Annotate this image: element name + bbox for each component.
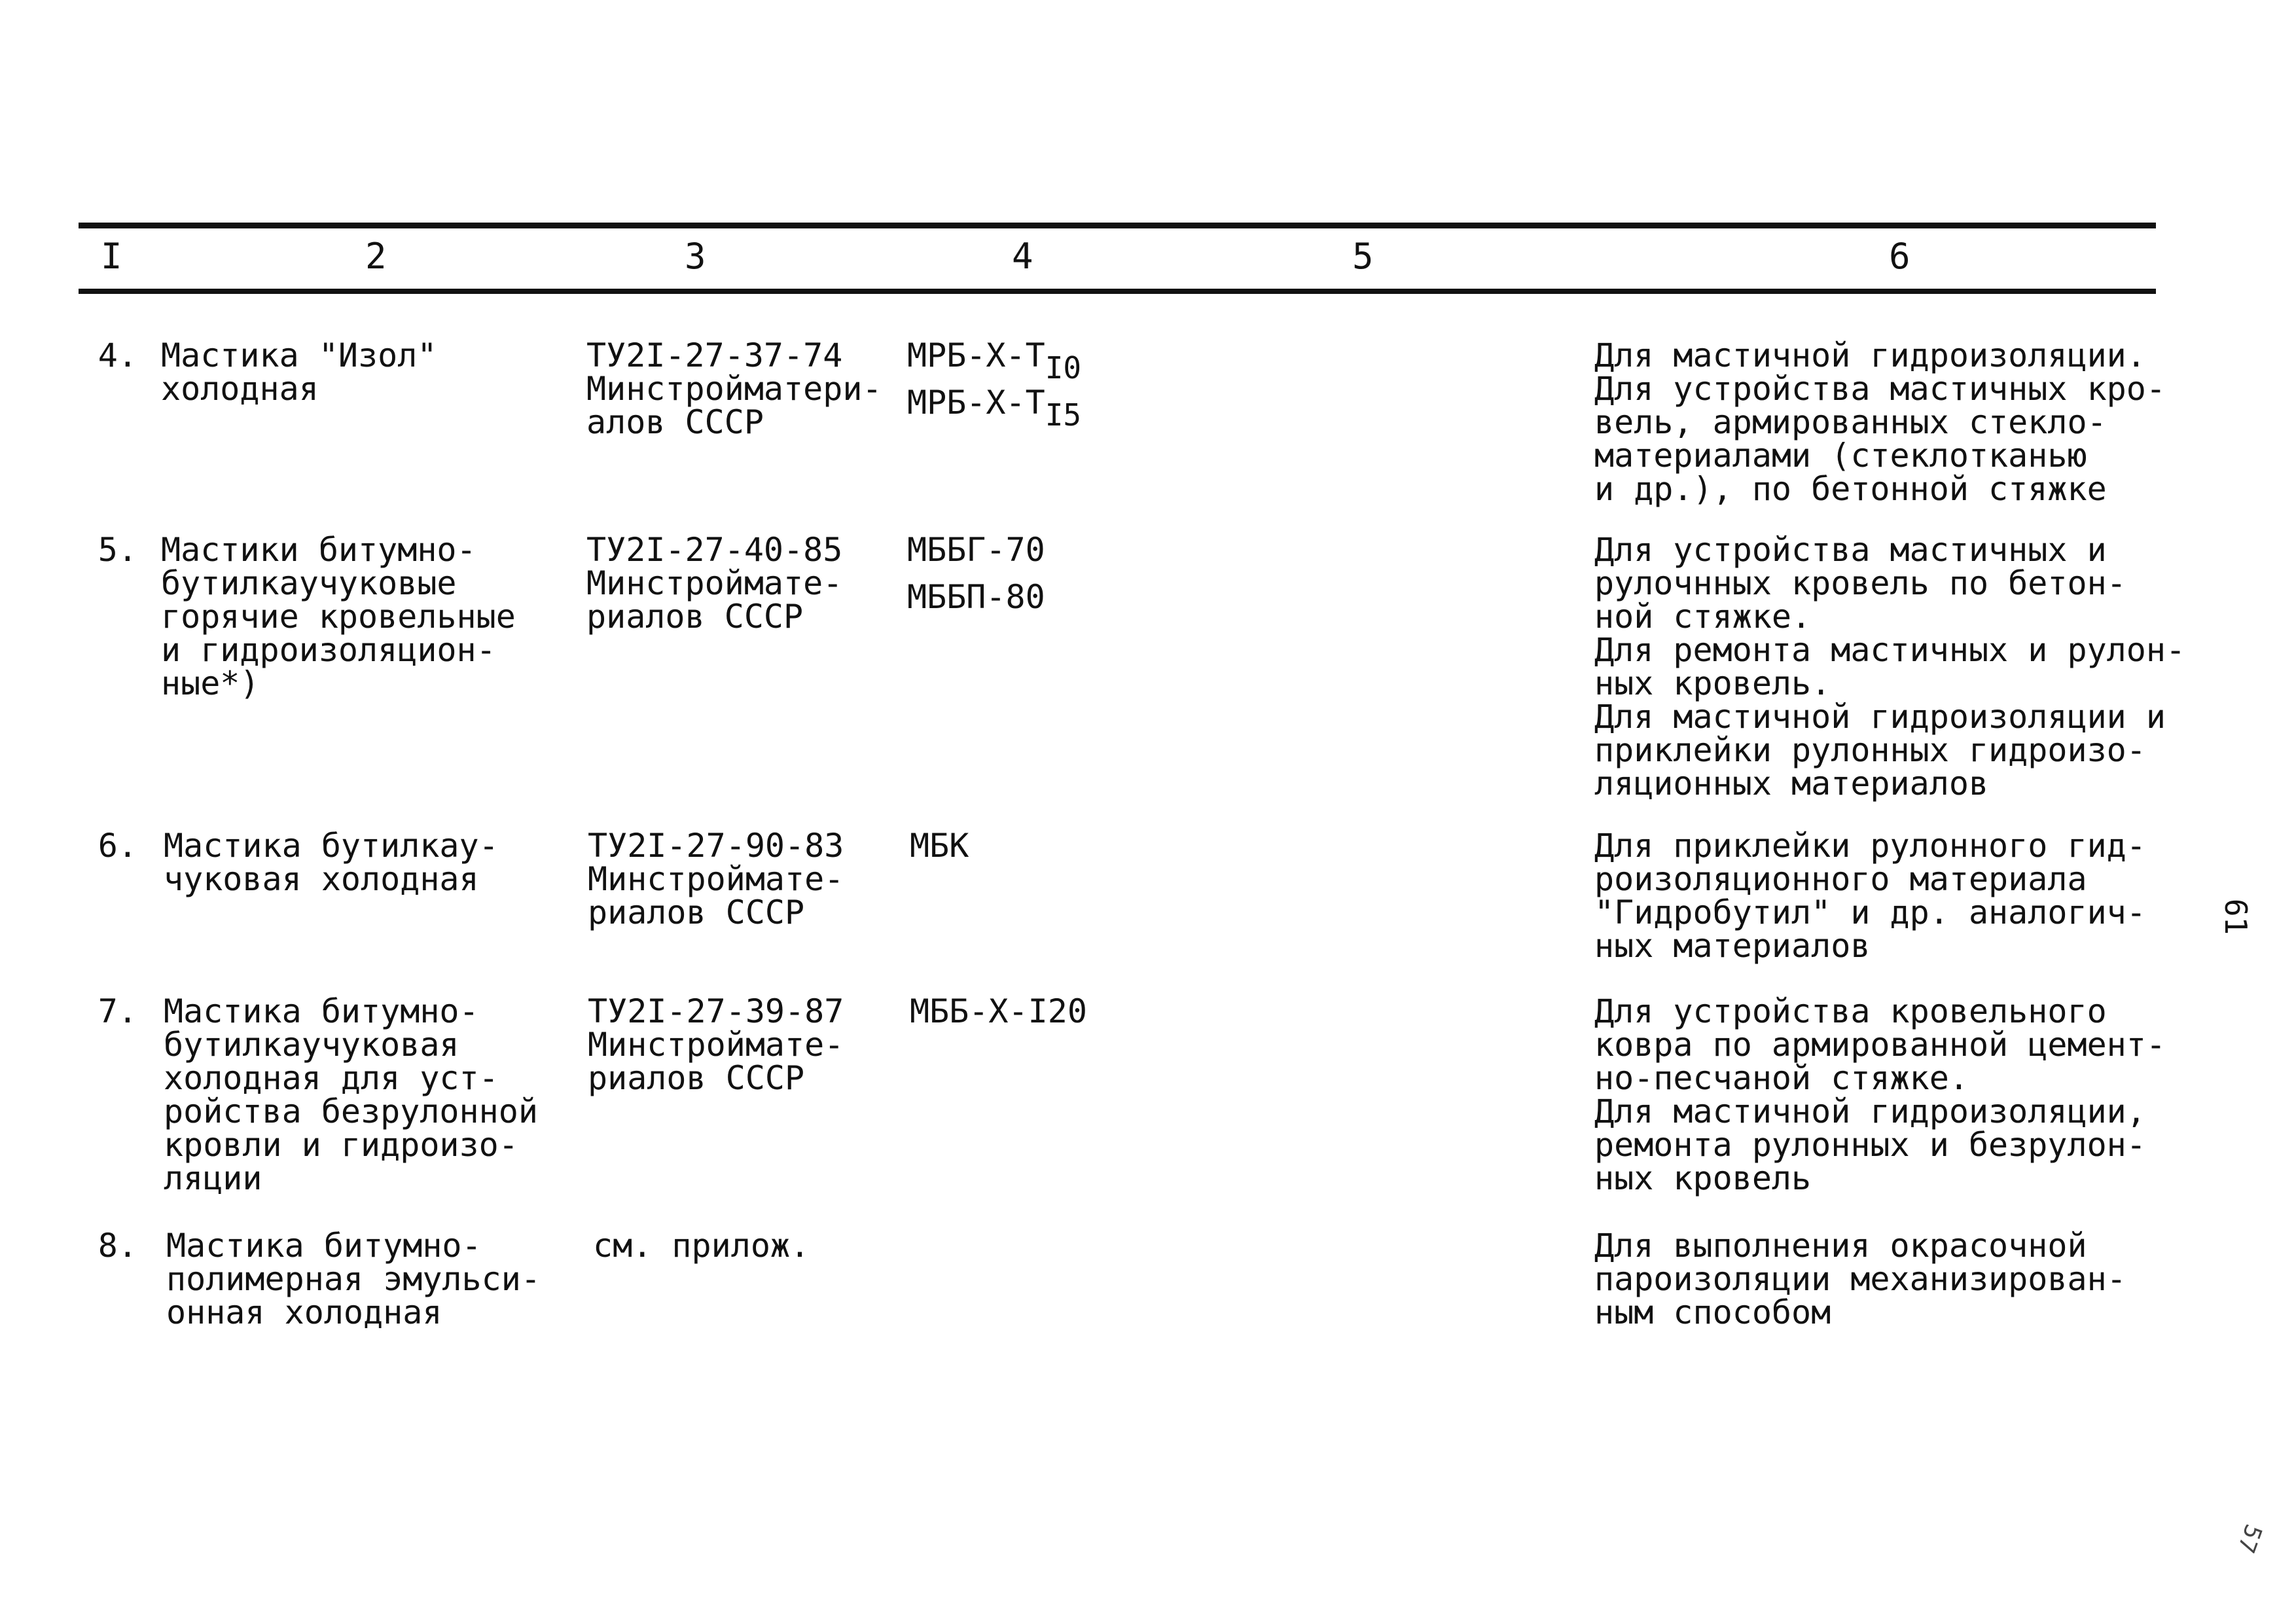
material-name: Мастика битумно- бутилкаучуковая холодная для уст- ройства безрулонной кровли и гидроизо- ляции (164, 992, 538, 1197)
grade-mark (907, 533, 1045, 567)
spec-document: ТУ2I-27-39-87 Минстроймате- риалов СССР (588, 992, 844, 1097)
grade-mark-subscript: I5 (1045, 397, 1082, 433)
grade-marks (910, 1229, 1185, 1282)
grade-mark-subscript: I0 (1045, 350, 1082, 386)
page-number: 61 (2218, 898, 2254, 935)
application-notes: Для устройства кровельного ковра по армированной цемент- но-песчаной стяжке. Для мастичной гидроизоляции, ремонта рулонных и безрулон- ных кровель (1594, 992, 2166, 1197)
col-header-1: I (101, 236, 122, 277)
material-name: Мастика битумно- полимерная эмульси- онная холодная (166, 1227, 541, 1331)
application-notes: Для приклейки рулонного гид- роизоляционного материала "Гидробутил" и др. аналогич- ных материалов (1594, 827, 2146, 965)
application-notes: Для мастичной гидроизоляции. Для устройства мастичных кро- вель, армированных стекло- материалами (стеклотканью и др.), по бетонной стяжке (1594, 336, 2166, 508)
grade-mark (910, 829, 969, 863)
page-number-stamp: 57 (2232, 1521, 2267, 1557)
grade-mark-text: МРБ-Х-Т (907, 384, 1045, 422)
grade-mark (907, 336, 1082, 386)
material-name: Мастики битумно- бутилкаучуковые горячие кровельные и гидроизоляцион- ные*) (161, 531, 516, 702)
grade-marks (910, 992, 1185, 1047)
spec-document: ТУ2I-27-37-74 Минстройматери- алов СССР (586, 336, 882, 441)
grade-marks (910, 829, 1185, 882)
spec-document: см. прилож. (593, 1227, 810, 1265)
grade-mark-text: МББП-80 (907, 578, 1045, 616)
col-header-5: 5 (1352, 236, 1374, 277)
grade-mark-text: МРБ-Х-Т (907, 336, 1045, 374)
application-notes: Для устройства мастичных и рулочнных кровель по бетон- ной стяжке. Для ремонта мастичных и рулон- ных кровель. Для мастичной гидроизоляции и приклейки рулонных гидроизо- ляционных материалов (1594, 531, 2186, 803)
row-number: 8. (98, 1227, 137, 1265)
grade-mark (907, 384, 1082, 433)
grade-mark (907, 578, 1045, 616)
grade-mark-text: МББГ-70 (907, 531, 1045, 569)
col-header-3: 3 (685, 236, 706, 277)
grade-mark (910, 992, 1087, 1030)
grade-marks (907, 533, 1182, 638)
application-notes: Для выполнения окрасочной пароизоляции механизирован- ным способом (1594, 1227, 2126, 1331)
row-number: 6. (98, 827, 137, 865)
material-name: Мастика бутилкау- чуковая холодная (164, 827, 499, 898)
spec-document: ТУ2I-27-90-83 Минстроймате- риалов СССР (588, 827, 844, 931)
col-header-2: 2 (365, 236, 387, 277)
spec-document: ТУ2I-27-40-85 Минстроймате- риалов СССР (586, 531, 843, 636)
col-header-6: 6 (1889, 236, 1910, 277)
col-header-4: 4 (1012, 236, 1033, 277)
table-header-rule (79, 289, 2156, 294)
grade-mark-text: МББ-Х-I20 (910, 992, 1087, 1030)
grade-mark-text: МБК (910, 827, 969, 865)
row-number: 4. (98, 336, 137, 374)
table-top-rule (79, 223, 2156, 228)
material-name: Мастика "Изол" холодная (161, 336, 437, 408)
row-number: 5. (98, 531, 137, 569)
grade-marks (907, 336, 1182, 444)
row-number: 7. (98, 992, 137, 1030)
